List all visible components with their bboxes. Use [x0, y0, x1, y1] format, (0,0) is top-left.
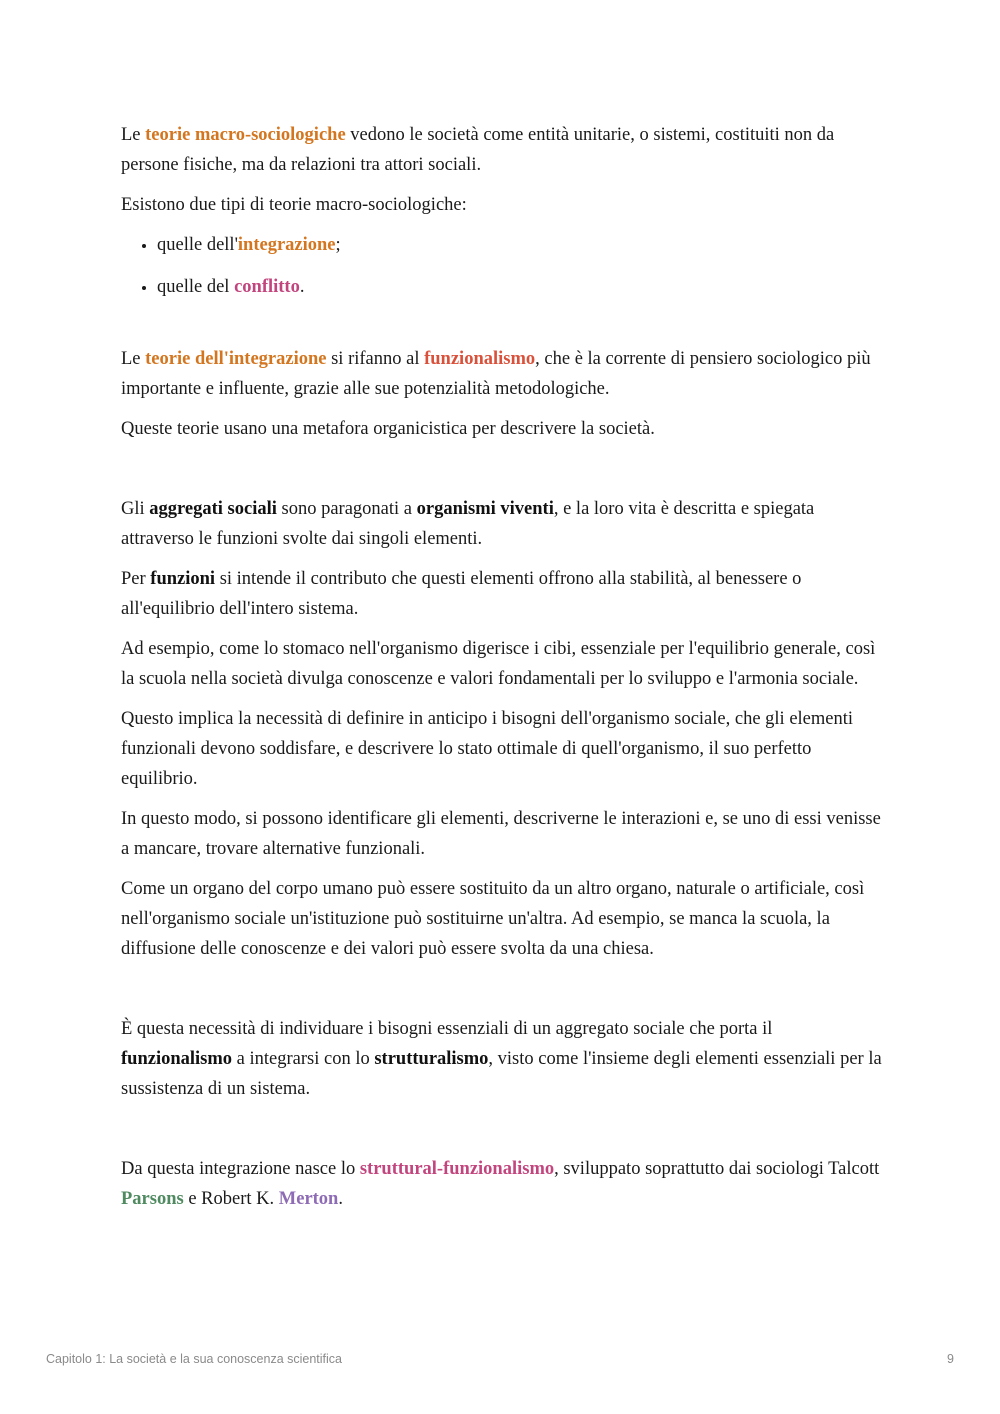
paragraph-example-stomach: Ad esempio, come lo stomaco nell'organismo digerisce i cibi, essenziale per l'equilibrio generale, così la scuola nella società divulga conoscenze e valori fondamentali per lo sviluppo e l'armonia sociale.: [121, 639, 876, 689]
list-item-integration: [157, 230, 883, 260]
highlight-parsons: Parsons: [121, 1189, 184, 1209]
paragraph-integration-theories: [121, 344, 883, 404]
highlight-integration-theories: teorie dell'integrazione: [145, 349, 327, 369]
highlight-conflict: conflitto: [234, 277, 300, 297]
text-run: È questa necessità di individuare i bisogni essenziali di un aggregato sociale che porta il: [121, 1019, 773, 1039]
footer-chapter-title: Capitolo 1: La società e la sua conoscenza scientifica: [46, 1352, 343, 1366]
page-footer: [46, 1352, 954, 1366]
bold-social-aggregates: aggregati sociali: [149, 499, 277, 519]
text-run: .: [299, 277, 305, 297]
text-run: si intende il contributo che questi elementi offrono alla stabilità, al benessere o all'equilibrio dell'intero sistema.: [121, 569, 802, 619]
text-run: vedono le società come entità unitarie, o sistemi, costituiti non da persone fisiche, ma da relazioni tra attori sociali.: [121, 125, 835, 175]
text-run: .: [338, 1189, 343, 1209]
paragraph-functions: [121, 564, 883, 624]
text-run: quelle dell': [157, 235, 238, 255]
text-run: sono paragonati a: [276, 499, 417, 519]
highlight-merton: Merton: [278, 1189, 339, 1209]
text-run: ;: [335, 235, 341, 255]
text-run: e Robert K.: [183, 1189, 279, 1209]
text-run: , che è la corrente di pensiero sociologico più importante e influente, grazie alle sue potenzialità metodologiche.: [121, 349, 871, 399]
list-item-conflict: [157, 272, 883, 302]
spacer: [121, 974, 883, 1014]
paragraph-structuralism: [121, 1014, 883, 1104]
paragraph-needs-definition: Questo implica la necessità di definire in anticipo i bisogni dell'organismo sociale, che gli elementi funzionali devono soddisfare, e descrivere lo stato ottimale di quell'organismo, il suo perfetto equilibrio.: [121, 709, 854, 789]
paragraph-identify-elements: In questo modo, si possono identificare gli elementi, descriverne le interazioni e, se uno di essi venisse a mancare, trovare alternative funzionali.: [121, 809, 881, 859]
text-run: Le: [121, 349, 146, 369]
bold-functionalism: funzionalismo: [121, 1049, 233, 1069]
spacer: [121, 1114, 883, 1154]
theory-types-list: [121, 230, 883, 302]
text-run: Per: [121, 569, 151, 589]
bold-living-organisms: organismi viventi: [416, 499, 554, 519]
highlight-macro-sociological-theories: teorie macro-sociologiche: [145, 125, 346, 145]
paragraph-organ-substitution: Come un organo del corpo umano può essere sostituito da un altro organo, naturale o artificiale, così nell'organismo sociale un'istituzione può sostituirne un'altra. Ad esempio, se manca la scuola, la diffusione delle conoscenze e dei valori può essere svolta da una chiesa.: [121, 879, 865, 959]
paragraph-macro-theories: [121, 120, 883, 180]
footer-page-number: 9: [947, 1352, 954, 1366]
text-run: si rifanno al: [326, 349, 425, 369]
text-run: a integrarsi con lo: [232, 1049, 375, 1069]
highlight-integration: integrazione: [237, 235, 336, 255]
text-run: quelle del: [157, 277, 235, 297]
bold-functions: funzioni: [150, 569, 216, 589]
paragraph-two-types: Esistono due tipi di teorie macro-sociologiche:: [121, 195, 467, 215]
text-run: , sviluppato soprattutto dai sociologi Talcott: [554, 1159, 880, 1179]
spacer: [121, 454, 883, 494]
text-run: Le: [121, 125, 146, 145]
paragraph-structural-functionalism: [121, 1154, 883, 1214]
paragraph-organicist-metaphor: Queste teorie usano una metafora organicistica per descrivere la società.: [121, 419, 655, 439]
highlight-functionalism: funzionalismo: [424, 349, 536, 369]
text-run: , visto come l'insieme degli elementi essenziali per la sussistenza di un sistema.: [121, 1049, 882, 1099]
page-body: [121, 120, 883, 1224]
spacer: [121, 314, 883, 344]
paragraph-social-aggregates: [121, 494, 883, 554]
text-run: Gli: [121, 499, 150, 519]
bold-structuralism: strutturalismo: [374, 1049, 489, 1069]
text-run: , e la loro vita è descritta e spiegata attraverso le funzioni svolte dai singoli elementi.: [121, 499, 815, 549]
text-run: Da questa integrazione nasce lo: [121, 1159, 360, 1179]
highlight-structural-functionalism: struttural-funzionalismo: [359, 1159, 555, 1179]
